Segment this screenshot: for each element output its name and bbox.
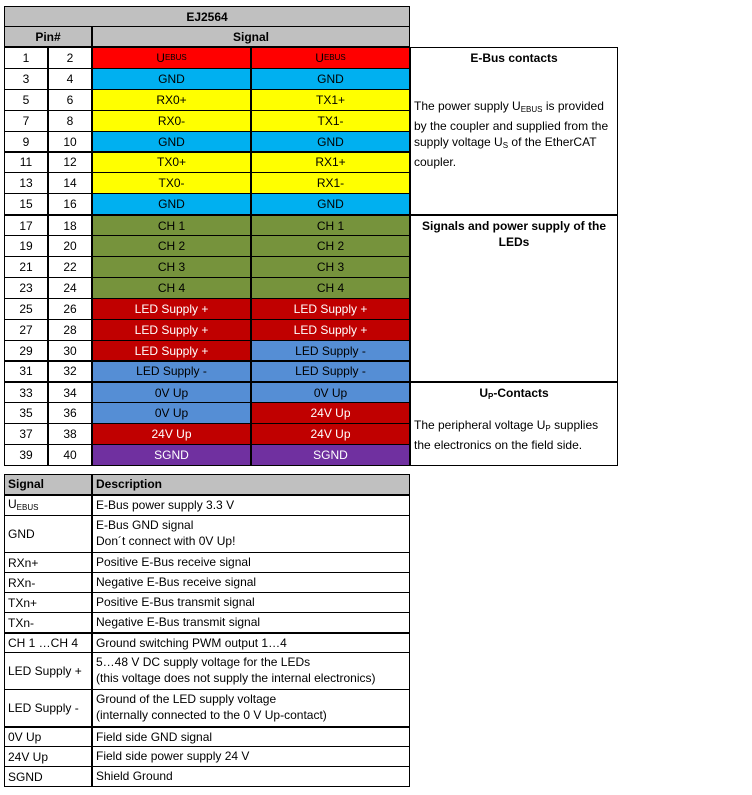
legend-signal bbox=[4, 652, 92, 690]
legend-signal-text bbox=[8, 749, 48, 765]
signal-cell bbox=[92, 152, 251, 174]
subscript: EBUS bbox=[323, 53, 346, 63]
legend-description bbox=[92, 726, 410, 747]
pin-number bbox=[48, 340, 92, 362]
header-signal bbox=[92, 26, 410, 47]
pin-number bbox=[4, 68, 48, 90]
text: 24V Up bbox=[151, 427, 192, 442]
pin-number bbox=[4, 152, 48, 174]
text: U bbox=[156, 50, 165, 65]
pin-number bbox=[4, 423, 48, 445]
pin-number bbox=[4, 193, 48, 215]
text: 8 bbox=[66, 113, 74, 128]
subscript: EBUS bbox=[16, 502, 39, 512]
text: 29 bbox=[19, 343, 33, 358]
text: 0V Up bbox=[313, 385, 348, 400]
legend-description-line: Shield Ground bbox=[96, 769, 173, 783]
subscript: EBUS bbox=[164, 53, 187, 63]
legend-signal bbox=[4, 689, 92, 727]
text: 20 bbox=[63, 239, 77, 254]
legend-signal-text bbox=[8, 595, 37, 611]
pin-number bbox=[48, 68, 92, 90]
text: 16 bbox=[63, 197, 77, 212]
text: SGND bbox=[154, 448, 189, 463]
legend-description bbox=[92, 652, 410, 690]
signal-cell bbox=[92, 235, 251, 257]
signal-cell bbox=[251, 340, 410, 362]
text: 24V Up bbox=[8, 749, 49, 764]
text: LED Supply - bbox=[8, 701, 79, 715]
pin-number bbox=[4, 340, 48, 362]
legend-description-line: Ground switching PWM output 1…4 bbox=[96, 636, 287, 650]
text: 26 bbox=[63, 301, 77, 316]
pin-number bbox=[4, 89, 48, 111]
pin-number bbox=[4, 110, 48, 132]
pin-number bbox=[4, 47, 48, 69]
text: 1 bbox=[22, 50, 30, 65]
pin-number bbox=[4, 256, 48, 278]
pin-number bbox=[48, 172, 92, 194]
text: 33 bbox=[19, 385, 33, 400]
text: 24 bbox=[63, 280, 77, 295]
legend-description bbox=[92, 515, 410, 553]
text: LED Supply + bbox=[134, 322, 209, 337]
text: 19 bbox=[19, 239, 33, 254]
text: 11 bbox=[19, 155, 33, 170]
signal-cell bbox=[251, 68, 410, 90]
signal-cell bbox=[92, 340, 251, 362]
text: -Contacts bbox=[493, 386, 549, 401]
signal-cell bbox=[92, 68, 251, 90]
legend-header-signal bbox=[4, 474, 92, 495]
text: EJ2564 bbox=[186, 9, 228, 24]
text: LED Supply - bbox=[295, 364, 366, 379]
section-text bbox=[414, 98, 614, 170]
legend-signal-text bbox=[8, 615, 34, 631]
text: CH 2 bbox=[157, 239, 186, 254]
signal-cell bbox=[92, 298, 251, 320]
text: 32 bbox=[63, 364, 77, 379]
signal-cell bbox=[92, 193, 251, 215]
legend-description bbox=[92, 572, 410, 593]
text: SGND bbox=[8, 769, 43, 784]
text: LED Supply + bbox=[293, 301, 368, 316]
pin-number bbox=[48, 235, 92, 257]
signal-cell bbox=[251, 193, 410, 215]
signal-cell bbox=[92, 214, 251, 236]
legend-signal-text bbox=[8, 700, 79, 716]
signal-cell bbox=[92, 131, 251, 153]
legend-signal bbox=[4, 726, 92, 747]
text: CH 3 bbox=[316, 259, 345, 274]
text: 17 bbox=[19, 218, 33, 233]
signal-cell bbox=[92, 89, 251, 111]
pin-number bbox=[48, 361, 92, 383]
text: CH 4 bbox=[157, 280, 186, 295]
text: TX0- bbox=[158, 176, 185, 191]
text: 24V Up bbox=[310, 406, 351, 421]
legend-description-line: E-Bus GND signal bbox=[96, 518, 194, 532]
text: CH 2 bbox=[316, 239, 345, 254]
pin-number bbox=[4, 214, 48, 236]
legend-description-line: (internally connected to the 0 V Up-contact) bbox=[96, 708, 327, 722]
signal-cell bbox=[251, 444, 410, 466]
legend-signal bbox=[4, 495, 92, 516]
section-text bbox=[414, 417, 614, 453]
legend-description bbox=[92, 746, 410, 767]
text: 10 bbox=[63, 134, 77, 149]
signal-cell bbox=[251, 423, 410, 445]
pin-number bbox=[48, 110, 92, 132]
subscript: EBUS bbox=[520, 105, 543, 114]
legend-description bbox=[92, 495, 410, 516]
text: CH 1 …CH 4 bbox=[8, 636, 79, 650]
legend-description-line: Field side GND signal bbox=[96, 730, 213, 744]
text: 0V Up bbox=[8, 730, 42, 744]
legend-signal bbox=[4, 612, 92, 633]
legend-description bbox=[92, 552, 410, 573]
signal-cell bbox=[251, 235, 410, 257]
legend-signal bbox=[4, 572, 92, 593]
legend-description-line: (this voltage does not supply the internal electronics) bbox=[96, 671, 376, 685]
text: 3 bbox=[22, 71, 30, 86]
text: is provided by the coupler and supplied from the supply voltage U bbox=[414, 99, 609, 149]
pin-number bbox=[48, 131, 92, 153]
legend-signal bbox=[4, 592, 92, 613]
legend-description bbox=[92, 612, 410, 633]
legend-description-line: Positive E-Bus transmit signal bbox=[96, 595, 255, 609]
pin-number bbox=[48, 298, 92, 320]
text: 4 bbox=[66, 71, 74, 86]
pin-number bbox=[48, 277, 92, 299]
legend-signal-text bbox=[8, 635, 78, 651]
legend-description bbox=[92, 689, 410, 727]
legend-description bbox=[92, 592, 410, 613]
text: U bbox=[479, 386, 488, 401]
section-ebus-contacts bbox=[410, 47, 618, 215]
legend-description-line: Field side power supply 24 V bbox=[96, 749, 250, 763]
text: 0V Up bbox=[154, 406, 189, 421]
text: TX1+ bbox=[315, 92, 345, 107]
text: LED Supply + bbox=[134, 343, 209, 358]
signal-cell bbox=[251, 214, 410, 236]
legend-header-description bbox=[92, 474, 410, 495]
text: LED Supply - bbox=[295, 343, 366, 358]
pin-number bbox=[48, 193, 92, 215]
signal-cell bbox=[92, 319, 251, 341]
text: 38 bbox=[63, 427, 77, 442]
legend-signal bbox=[4, 552, 92, 573]
legend-signal-text bbox=[8, 555, 38, 571]
subscript: P bbox=[545, 424, 551, 434]
signal-cell bbox=[92, 423, 251, 445]
signal-cell bbox=[92, 47, 251, 69]
signal-cell bbox=[251, 277, 410, 299]
text: GND bbox=[158, 71, 185, 86]
text: 15 bbox=[19, 197, 33, 212]
legend-description-line: Ground of the LED supply voltage bbox=[96, 692, 277, 706]
pin-number bbox=[48, 89, 92, 111]
legend-description bbox=[92, 766, 410, 787]
legend-signal bbox=[4, 746, 92, 767]
signal-cell bbox=[251, 256, 410, 278]
text: 2 bbox=[66, 50, 74, 65]
pin-number bbox=[48, 423, 92, 445]
legend-signal bbox=[4, 632, 92, 653]
section-led-signals bbox=[410, 214, 618, 382]
text: 31 bbox=[19, 364, 33, 379]
text: RX0- bbox=[157, 113, 186, 128]
section-title: E-Bus contacts bbox=[470, 51, 558, 65]
text: RXn- bbox=[8, 575, 36, 590]
signal-cell bbox=[92, 444, 251, 466]
subscript: P bbox=[487, 392, 494, 402]
text: Signal bbox=[8, 477, 45, 491]
text: CH 1 bbox=[316, 218, 345, 233]
pin-number bbox=[48, 319, 92, 341]
legend-signal-text bbox=[8, 769, 43, 785]
text: 13 bbox=[19, 176, 33, 191]
pin-number bbox=[48, 214, 92, 236]
subscript: S bbox=[502, 141, 509, 150]
text: 9 bbox=[22, 134, 30, 149]
signal-cell bbox=[251, 402, 410, 424]
pin-number bbox=[48, 152, 92, 174]
pin-number bbox=[4, 444, 48, 466]
legend-signal-text bbox=[8, 496, 38, 516]
signal-cell bbox=[251, 319, 410, 341]
signal-cell bbox=[251, 110, 410, 132]
text: TXn- bbox=[8, 615, 35, 630]
text: 0V Up bbox=[154, 385, 189, 400]
signal-cell bbox=[251, 361, 410, 383]
legend-description-line: E-Bus power supply 3.3 V bbox=[96, 498, 235, 512]
text: TX1- bbox=[317, 113, 344, 128]
legend-description-line: Negative E-Bus receive signal bbox=[96, 575, 257, 589]
text: LED Supply + bbox=[8, 664, 82, 678]
pin-number bbox=[4, 298, 48, 320]
text: TXn+ bbox=[8, 595, 38, 610]
text: Pin# bbox=[35, 29, 61, 44]
text: U bbox=[315, 50, 324, 65]
text: GND bbox=[317, 197, 344, 212]
text: 35 bbox=[19, 406, 33, 421]
text: RX0+ bbox=[156, 92, 187, 107]
pin-number bbox=[4, 361, 48, 383]
legend-description bbox=[92, 632, 410, 653]
text: 40 bbox=[63, 448, 77, 463]
legend-description-line: Negative E-Bus transmit signal bbox=[96, 615, 261, 629]
text: GND bbox=[317, 134, 344, 149]
text: RX1+ bbox=[315, 155, 346, 170]
text: 18 bbox=[63, 218, 77, 233]
signal-cell bbox=[251, 131, 410, 153]
signal-cell bbox=[251, 152, 410, 174]
section-up-contacts bbox=[410, 381, 618, 466]
section-title bbox=[414, 385, 614, 405]
signal-cell bbox=[92, 361, 251, 383]
pin-number bbox=[4, 277, 48, 299]
legend-signal-text bbox=[8, 663, 82, 679]
pin-number bbox=[48, 402, 92, 424]
text: GND bbox=[317, 71, 344, 86]
text: 21 bbox=[19, 259, 33, 274]
legend-description-line: Don´t connect with 0V Up! bbox=[96, 534, 236, 548]
pin-number bbox=[48, 256, 92, 278]
section-title: Signals and power supply of the LEDs bbox=[421, 219, 607, 250]
signal-cell bbox=[251, 172, 410, 194]
pin-number bbox=[4, 235, 48, 257]
legend-signal-text bbox=[8, 729, 41, 745]
signal-cell bbox=[251, 298, 410, 320]
text: TX0+ bbox=[156, 155, 186, 170]
text: 25 bbox=[19, 301, 33, 316]
legend-signal-text bbox=[8, 575, 35, 591]
text: 34 bbox=[63, 385, 77, 400]
text: 27 bbox=[19, 322, 33, 337]
legend-signal bbox=[4, 766, 92, 787]
text: of the EtherCAT coupler. bbox=[414, 135, 597, 169]
signal-cell bbox=[92, 277, 251, 299]
text: 23 bbox=[19, 280, 33, 295]
text: 24V Up bbox=[310, 427, 351, 442]
text: The peripheral voltage U bbox=[414, 418, 546, 433]
signal-cell bbox=[92, 256, 251, 278]
text: GND bbox=[8, 527, 35, 541]
pin-number bbox=[48, 47, 92, 69]
pin-number bbox=[48, 381, 92, 403]
text: 36 bbox=[63, 406, 77, 421]
signal-cell bbox=[251, 47, 410, 69]
pin-number bbox=[48, 444, 92, 466]
text: 28 bbox=[63, 322, 77, 337]
legend-signal bbox=[4, 515, 92, 553]
signal-cell bbox=[92, 381, 251, 403]
text: 22 bbox=[63, 259, 77, 274]
text: GND bbox=[158, 134, 185, 149]
text: RXn+ bbox=[8, 555, 39, 570]
text: RX1- bbox=[316, 176, 345, 191]
table-title bbox=[4, 6, 410, 27]
text: 5 bbox=[22, 92, 30, 107]
text: supplies the electronics on the field side. bbox=[414, 418, 599, 453]
text: 12 bbox=[63, 155, 77, 170]
pin-number bbox=[4, 381, 48, 403]
text: 37 bbox=[19, 427, 33, 442]
legend-signal-text bbox=[8, 526, 35, 542]
text: Description bbox=[96, 477, 163, 491]
signal-cell bbox=[92, 402, 251, 424]
signal-cell bbox=[92, 110, 251, 132]
text: CH 4 bbox=[316, 280, 345, 295]
pin-number bbox=[4, 402, 48, 424]
text: SGND bbox=[313, 448, 348, 463]
text: 6 bbox=[66, 92, 74, 107]
text: 30 bbox=[63, 343, 77, 358]
signal-cell bbox=[92, 172, 251, 194]
header-pin bbox=[4, 26, 92, 47]
text: CH 3 bbox=[157, 259, 186, 274]
signal-cell bbox=[251, 381, 410, 403]
pin-number bbox=[4, 319, 48, 341]
text: 7 bbox=[22, 113, 30, 128]
legend-description-line: 5…48 V DC supply voltage for the LEDs bbox=[96, 655, 311, 669]
text: The power supply U bbox=[414, 99, 521, 113]
text: CH 1 bbox=[157, 218, 186, 233]
signal-cell bbox=[251, 89, 410, 111]
text: LED Supply - bbox=[136, 364, 207, 379]
text: LED Supply + bbox=[134, 301, 209, 316]
text: GND bbox=[158, 197, 185, 212]
text: U bbox=[8, 496, 17, 511]
text: Signal bbox=[232, 29, 269, 44]
pin-number bbox=[4, 131, 48, 153]
text: LED Supply + bbox=[293, 322, 368, 337]
pin-number bbox=[4, 172, 48, 194]
text: 39 bbox=[19, 448, 33, 463]
text: 14 bbox=[63, 176, 77, 191]
legend-description-line: Positive E-Bus receive signal bbox=[96, 555, 251, 569]
